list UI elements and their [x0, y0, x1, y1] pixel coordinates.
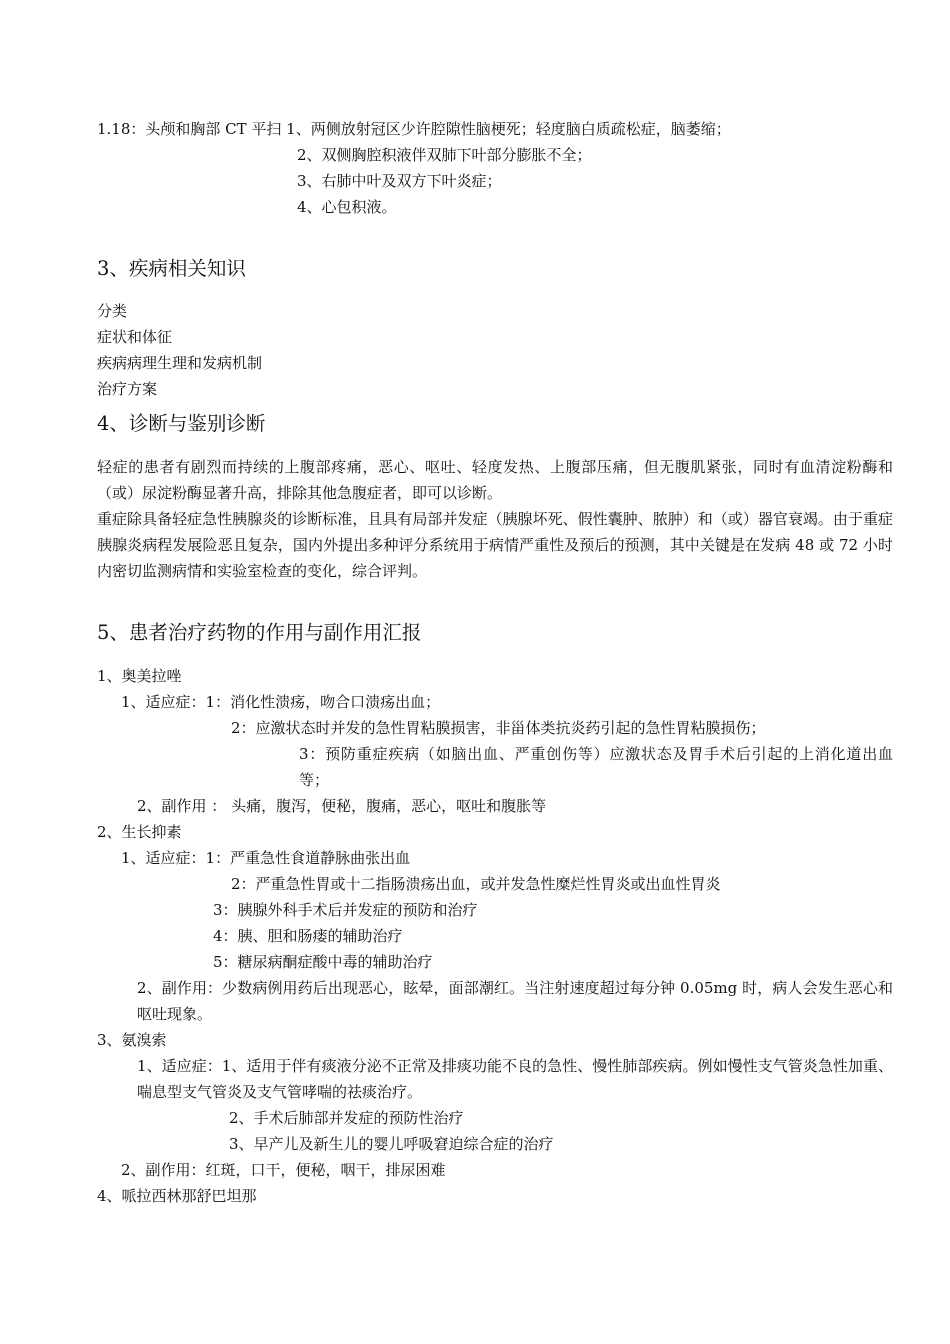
section-3-item: 症状和体征: [97, 328, 173, 346]
drug-3-side-effects: 2、副作用：红斑，口干，便秘，咽干，排尿困难: [121, 1161, 446, 1179]
ct-line-4: 4、心包积液。: [297, 198, 397, 216]
ct-line-1: 1.18：头颅和胸部 CT 平扫 1、两侧放射冠区少许腔隙性脑梗死；轻度脑白质疏松症，脑萎缩；: [97, 120, 731, 138]
drug-2-indication-3: 3：胰腺外科手术后并发症的预防和治疗: [213, 901, 478, 919]
ct-line-2: 2、双侧胸腔积液伴双肺下叶部分膨胀不全；: [297, 146, 592, 164]
drug-3-indication-2: 2、手术后肺部并发症的预防性治疗: [229, 1109, 464, 1127]
drug-3-indication-3: 3、早产儿及新生儿的婴儿呼吸窘迫综合症的治疗: [229, 1135, 554, 1153]
diagnosis-paragraph-severe: 重症除具备轻症急性胰腺炎的诊断标准，且具有局部并发症（胰腺坏死、假性囊肿、脓肿）和（或）器官衰竭。由于重症胰腺炎病程发展险恶且复杂，国内外提出多种评分系统用于病情严重性及预后的预测，其中关键是在发病 48 或 72 小时内密切监测病情和实验室检查的变化，综合评判。: [97, 510, 893, 580]
section-3-heading: 3、疾病相关知识: [97, 257, 246, 280]
drug-1-indication-2: 2：应激状态时并发的急性胃粘膜损害，非甾体类抗炎药引起的急性胃粘膜损伤；: [231, 719, 766, 737]
ct-line-3: 3、右肺中叶及双方下叶炎症；: [297, 172, 502, 190]
drug-2-indication-2: 2：严重急性胃或十二指肠溃疡出血，或并发急性糜烂性胃炎或出血性胃炎: [231, 875, 721, 893]
drug-1-name: 1、奥美拉唑: [97, 667, 182, 685]
diagnosis-paragraph-mild: 轻症的患者有剧烈而持续的上腹部疼痛，恶心、呕吐、轻度发热、上腹部压痛，但无腹肌紧张，同时有血清淀粉酶和（或）尿淀粉酶显著升高，排除其他急腹症者，即可以诊断。: [97, 458, 893, 502]
drug-1-indication-1: 1、适应症：1：消化性溃疡，吻合口溃疡出血；: [121, 693, 441, 711]
drug-2-indication-5: 5：糖尿病酮症酸中毒的辅助治疗: [213, 953, 433, 971]
drug-2-side-effects-text: 2、副作用：少数病例用药后出现恶心，眩晕，面部潮红。当注射速度超过每分钟 0.05mg 时，病人会发生恶心和呕吐现象。: [137, 979, 893, 1023]
drug-3-indication-1-text: 1、适应症：1、适用于伴有痰液分泌不正常及排痰功能不良的急性、慢性肺部疾病。例如慢性支气管炎急性加重、喘息型支气管炎及支气管哮喘的祛痰治疗。: [137, 1057, 893, 1101]
section-4-heading: 4、诊断与鉴别诊断: [97, 412, 266, 435]
section-5-heading: 5、患者治疗药物的作用与副作用汇报: [97, 621, 422, 644]
drug-2-name: 2、生长抑素: [97, 823, 182, 841]
drug-3-name: 3、氨溴索: [97, 1031, 167, 1049]
drug-1-indication-3-text: 3：预防重症疾病（如脑出血、严重创伤等）应激状态及胃手术后引起的上消化道出血等；: [299, 745, 893, 789]
drug-3-indication-1: [137, 1053, 893, 1105]
drug-1-indication-3: [299, 741, 893, 793]
drug-4-name: 4、哌拉西林那舒巴坦那: [97, 1187, 257, 1205]
drug-2-side-effects: [137, 975, 893, 1027]
section-3-item: 疾病病理生理和发病机制: [97, 354, 263, 372]
drug-1-side-effects: 2、副作用 ： 头痛，腹泻，便秘，腹痛，恶心，呕吐和腹胀等: [137, 797, 547, 815]
drug-2-indication-4: 4：胰、胆和肠瘘的辅助治疗: [213, 927, 403, 945]
drug-2-indication-1: 1、适应症：1：严重急性食道静脉曲张出血: [121, 849, 411, 867]
section-3-item: 分类: [97, 302, 128, 320]
section-3-item: 治疗方案: [97, 380, 158, 398]
